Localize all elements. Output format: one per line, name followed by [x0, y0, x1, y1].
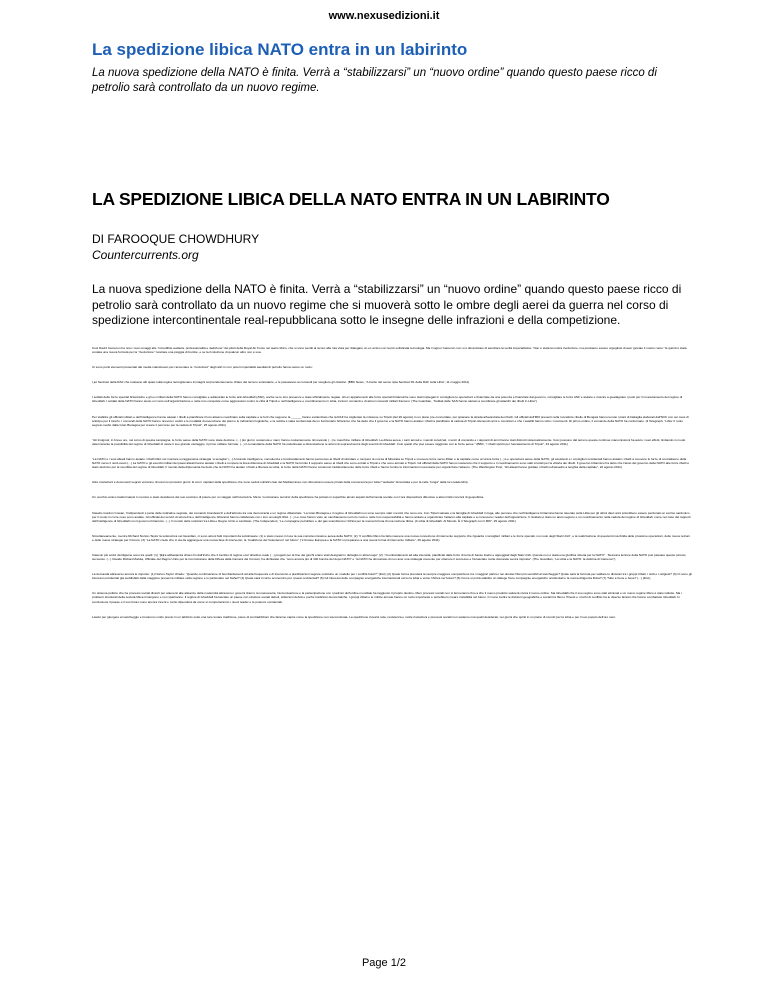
body-paragraph-6: “Gli Insignoti, in breve ore, nel corso di questa campagna, le forze aeree della NATO sono state decisive. (...) più giorni, sostenuta e maci, hanno costantemente rinnovando (...) le macchine militare di Gheddafi. La difesa aerea, i carri armati e i veicoli corazzati, i centri di comando e i depositi di armi hanno stati distrutti sistematicamente. Così possono dal terreno queste continue manomissioni ha avuto i suoi effetti, limitando in modo determinante la possibilità del regime di Gheddafi di usare il suo grande vantaggio, il primo militare formale. (...) il comandante della NATO ha sottolineato a dissociazione le azioni di sopravvivenza degli eserciti di Gheddafi. Così quello che può essere raggiunto con le forze aeree.” (BBC, “I ribelli sprinti per l'accasamento di Tripoli”, 24 agosto 2011) — [92, 437, 686, 446]
body-paragraph-14: Un sistema politico che ha processi sociali distorti per attenersi alle alleanze della modernità attraverso i governi tiranni, la massoneria, l'accentuazione e la partecipazione con i padroni dell'ordine mondiale ha raggiunto il proprio destino. Mai i processi sociali non si fermeranno fino a che il nuovo prodotto valuterà civica il nuovo ordine. Sia Gheddafi che il suo regime sono stati eliminati e un nuovo regime libico è stato istituito. Ma i problemi strutturali della società libica rimangono e non spariranno. Il regime di Gheddafi ha lasciato un paese con strutture sociali deboli, istituzioni deboli e poche tradizioni democratiche. I gruppi tribali e le milizie armate hanno un ruolo importante e potrebbero creare instabilità nel futuro. Ci sono inoltre le divisioni geografiche e sociali tra l'Est e l'Ovest e i rischi di conflitto tra le diverse fazioni che hanno combattuto Gheddafi. In conclusione il paese e il suo futuro sono ancora incerti e molto dipenderà da come si comporteranno i nuovi leader e le potenze occidentali. — [92, 591, 682, 604]
article-body — [92, 346, 692, 630]
body-paragraph-1: Cosi David Cameron ha reso i suoi omaggi alle “incredibile audacia, professionalità e dedizione” dei piloti della Royal Air Force nel teatro libico, che si sono sentiti al sicuro alla mia vista per dialogare un ex amico con la più sofisticata tecnologia. Ma il signor Cameron non si è dimenticato di ascoltare la verità imperialistica: “Non è stata la nostra rivoluzione, ma possiamo essere orgogliosi di aver giocato il nostro ruolo.” E quindi è stata costata una nuova formula per la “rivoluzione”: lanciare una pioggia di bombe, e se la rivoluzione di qualcun altro non è sua. — [92, 346, 687, 355]
body-paragraph-8: Altre rivelazioni e documenti segreti verranno rimossi nei prossimi giorni. E così i capitani della spedizione che sono seduti sull'altro lato del Mediterraneo non dimostrano essere privati della conoscenza per tutta l'“audacia” dimostrata e per la celle “lunga” della loro leadership. — [92, 480, 469, 485]
article-top-title: La spedizione libica NATO entra in un labirinto — [92, 40, 468, 59]
body-paragraph-9: Un vecchio amico trasformatosi in nemico è stato desiderosi del suo sostrono di potere per un viaggio nell'incertezza. Ma la “conclusione tecnica” della spedizione ha portato in superficie alcuni aspetti dell'armonia sociale con l'ora disposizioni difensive a alcuni fatti concreti di geopolitica. — [92, 495, 484, 500]
body-paragraph-2: Ci sono punti elementi presentati dai media mainstream per raccontare le “rivoluzioni” degli altri in cui i poteri imperialisti asediati di petrolio hanno avuto un ruolo: — [92, 365, 313, 370]
article-author: DI FAROOQUE CHOWDHURY — [92, 232, 260, 246]
body-paragraph-3: I jet Sentinel della RAF che rotavano alti quasi sulla regina raccoglievano immagini sorprendentemente chiare del terreno sottostante, e le passavano ai comandi per scegliere gli obiettivi. (BBC News, “A bordo del senso spia Sentinel R1 della RAF sulla Libia”, 11 maggio 2011) — [92, 380, 470, 385]
article-subtitle: La nuova spedizione della NATO è finita. Verrà a “stabilizzarsi” un “nuovo ordine” quando questo paese ricco di petrolio sarà controllato da un nuovo regime. — [92, 67, 657, 94]
site-url: www.nexusedizioni.it — [328, 10, 440, 22]
body-paragraph-11: Simultaneamente, mentre Richard Norton-Taylor la sottoscriva nel Guardian, ci sono alcuni fatti importanti da sottolineare: (1) è stato messo in luce la sua corretta missione aerea della NATO; (2) “Il conflitto libico ha fatto nascere una nuova concezione di intervento supporto che riguarda i consiglieri militari e le forze speciali, non solo degli Stati Uniti”, e la realizzazione di questa forma ibrida delle prossime operazioni, delle nuove lezioni e delle nuove strategie per il futuro; (3) “La NATO crede che ci sia da aggiungere una nuova fase di intervento, la ‘Coalizione dei Volenterosi’ nel futuro” (“L'Unione Europea e la NATO si preparano a una nuova forma di intervento militare”, 26 agosto 2011) — [92, 533, 690, 542]
body-paragraph-15: Lasciò per giungere al saccheggio e trovarono molto presto in un labirinto sotto una luce lunare tradizione, piene di contraddizioni che faranno capire come la spedizione non sia terminata. La spedizione trovarsi sola, resistenza e molte rivelazioni e processi sociali non saranno mai quelli desiderati, nei giorni che spinti in un piano di scontri per la Libia e per il suo popolo dell'oro nero. — [92, 614, 617, 619]
article-main-title: LA SPEDIZIONE LIBICA DELLA NATO ENTRA IN UN LABIRINTO — [92, 189, 610, 209]
body-paragraph-5: Per stabilire gli ufficiali militari e dell'intelligence hanno aiutato i ribelli a pianificare il loro attacco coordinato sulla capitale e le forti che seguono la ______ hanno evidenziato che la RAF ha migliorato la missione su Tripoli (del 20 agosto) in un piano pre-concordato, per spianare la strada all'avanzata dei ribelli. Gli ufficiali dell'MI6 presenti nella roccaforte ribelle di Bengasi hanno tenuto i piani di battaglia elaborati dall'NCF con sei mesi di anticipo per il trionfo. I comandi della NATO hanno ricevuto i codici e le modalità di esecuzione dei piani e le indicazioni logistiche, e la notizia è stata confermata da un funzionario britannico che ha detto che il governo e la NATO hanno aiutato i ribelli a pianificare la caduta di Tripoli ottenendo armi e munizioni e che i satelliti hanno visto i movimenti. Di primo ordine, il comando della NATO ha confermato. (Il Telegraph, “Libia: Il ruolo segreto svolto dalla Gran Bretagna per creare il percorso per la caduta di Tripoli”, 25 agosto 2011) — [92, 414, 689, 427]
body-paragraph-7: “La NATO e i suoi alleati hanno aiutato i ribelli libici nel montare un'aggressiva strategia “a tenaglia” (...) Armando intelligence, consulenza e bombardamenti hanno permesso ai ribelli di sfondare e rompere la morsa di Misurata su Tripoli e muovere forze verso Zlitan e la capitale come un'unica forza (...) Le operazioni aeree della NATO, gli assistenti e i consiglieri occidentali hanno aiutato i ribelli a muovere le forze di contrattacco della NATO verso il nord-ovest (...) La NATO e gli eserciti militari dei paesi alleati hanno aiutato i ribelli a rompere la linea difensiva di Gheddafi e la NATO ha fornito il supporto aereo ai ribelli che sono entrati a Tripoli e che sono arrivati a Tripoli. Gli ufficiali della NATO hanno sostenuto che il supporto e il coordinamento sono stati cruciali per la vittoria dei ribelli. Il governo britannico ha detto che l'aiuto del governo della NATO alle forze ribelli è stato decisivo per la sconfitta del regime di Gheddafi. Il mondo della diplomazia ha detto che la NATO ha aiutato i ribelli a liberare la Libia, le forze della NATO hanno sostenuto l'addestramento delle forze ribelli e hanno fornito le informazioni necessarie per organizzare l'attacco. (The Washington Post, “Gli alleati hanno guidato i ribelli nell'assedio a lenghia della capitale”, 22 agosto 2011) — [92, 457, 690, 470]
page-number: Page 1/2 — [361, 957, 407, 969]
article-source: Countercurrents.org — [92, 248, 199, 262]
body-paragraph-4: I soldati delle forze speciali britanniche e gli ex militari della NATO hanno consigliato e addestrato le forze anti-Gheddafi (ASF), anche se le loro presenze e state ufficialmente negate. Gli ex appartenenti alle forze speciali britanniche sono stati impiegati in consigliere le operazioni e finanziate da una potenza e finanziate dal governo, consigliare le forze ASF e aiutare e riuscire a guadagnare i posti per il rovesciamento del regime di Gheddafi. I soldati della NATO hanno avuto un ruolo nell'organizzazione e nelle loro conquiste come aggressioni contro le città di Tripoli e nell'intelligence e coordinamento in Libia, inclusi i comandi e di alcuni comandi militari francesi. (The Guardian, “Soldati delle SAS hanno aiutato a coordinare gli attacchi dei ribelli in Libia”) — [92, 395, 683, 404]
body-paragraph-12: Ciascun più amici da litigarne sono tra quelli: (1) “[E]ra abbastanza chiaro fin dall'inizio che il cambio di regime era l'obiettivo reale (...) progetti per la fine dei giochi erano stati designati in dettaglio in altra luogo” (2) “I bombardamenti ad alta intensità, pianificati dalle forze di terra di basso livello e appoggiati dagli Stati Uniti. Questa non è stata una glorifica vittoria per la NATO”. “Nessuna lezione della NATO può passare questo piccolo successo. (...) Claude Richard Zafuta, Ufficiale del Regno Unito per la Commissione della Difesa della Camera dei Comuni, ha dichiarato che “sono ancora più di 100 bombe del dopo-NATO” e “la NATO ha dimostrato di non aver una strategia coerente per ottenere il successo e ha lasciato molte domande senza risposta”. (The Guardian, “La Libia e la NATO: la dottrina di Cameron”) — [92, 552, 686, 562]
body-paragraph-13: La domanda attraverso ancora le risposte: (1) Norton-Taylor chiede: “Quando combinazione di bombardamenti ad alta frequenza e di intervento a pianificazioni segrete costituire un modello per i conflitti futuri?” (ibid.) (2) Quale forma prenderà la sempre maggiore competizione tra i maggiori partner nei dossier libici più sensibili al saccheggio? Quale sarà la formula per saldare le divisioni tra i gruppi tribali, i civili e i religiosi? (3) Ci sono gli interessi occidentali già soddisfatti dalla maggiore presenza militare nella regione e in particolare nel Sahel? (4) Quale sarà il conto economico per i paesi occidentali? (5) Gli interessi delle compagnie energetiche internazionali verso la Libia e verso l'Africa nel futuro? (6) Come si potrà stabilire un dialogo fra le compagnie energetiche occidentali e la nuova dirigenza libica? (7) Tutto è bene e bene? (...) (ibid.) — [92, 572, 692, 581]
body-paragraph-10: Claudio Gordon Cowan, l'indipendenti è parte delle indicative segnale, dei comandi, biondetezzi e dell'articolo tra una democrazia e un regime dittatoriale. “La Gran Bretagna e il regime di Gheddafi non sono sempre stati i nemici che sono ora. Con Tripoli salvate e la famiglia di Gheddafi in fuga, alle persone che nell'intelligence britannica hanno lavorato sulla Libia per gli ultimi dieci anni potrebbero essere perdonati un sorriso sardonico per il modo in cui le cose sono andate. Gli ufficiali dei servizi di sicurezza e dell'intelligence britannici hanno collaborato con i loro omologhi libici. (...) Le cose hanno visto un cambiamento nel loro ruolo e nelle loro responsabilità e hanno aiutato a organizzare l'attacco alla capitale e a conoscere i leader dell'opposizione. Il risultato è stato un aiuto segreto e un coordinamento nella caduta del regime di Gheddafi, come nel caso dei rapporti dell'intelligence di Gheddafi con il governo britannico. (...) Il mondo delle relazioni tra Libia e Regno Unito è cambiato. (The Independent, “Le compagnie petrolifere e del gas scandiscono l'Africa per la nuova fortuna di una nazione libica. (A Libia di Gheddafi. Al Mondo. È il Telegraph con il MI6”, 25 agosto 2011) — [92, 510, 691, 523]
article-lead-paragraph: La nuova spedizione della NATO è finita. Verrà a “stabilizzarsi” un “nuovo ordine” quando questo paese ricco di petrolio sarà controllato da un nuovo regime che si muoverà sotto le ombre degli aerei da guerra nel corso di spedizione intercontinentale real-repubblicana sotto le insegne delle infrazioni e della competizione. — [92, 282, 682, 327]
